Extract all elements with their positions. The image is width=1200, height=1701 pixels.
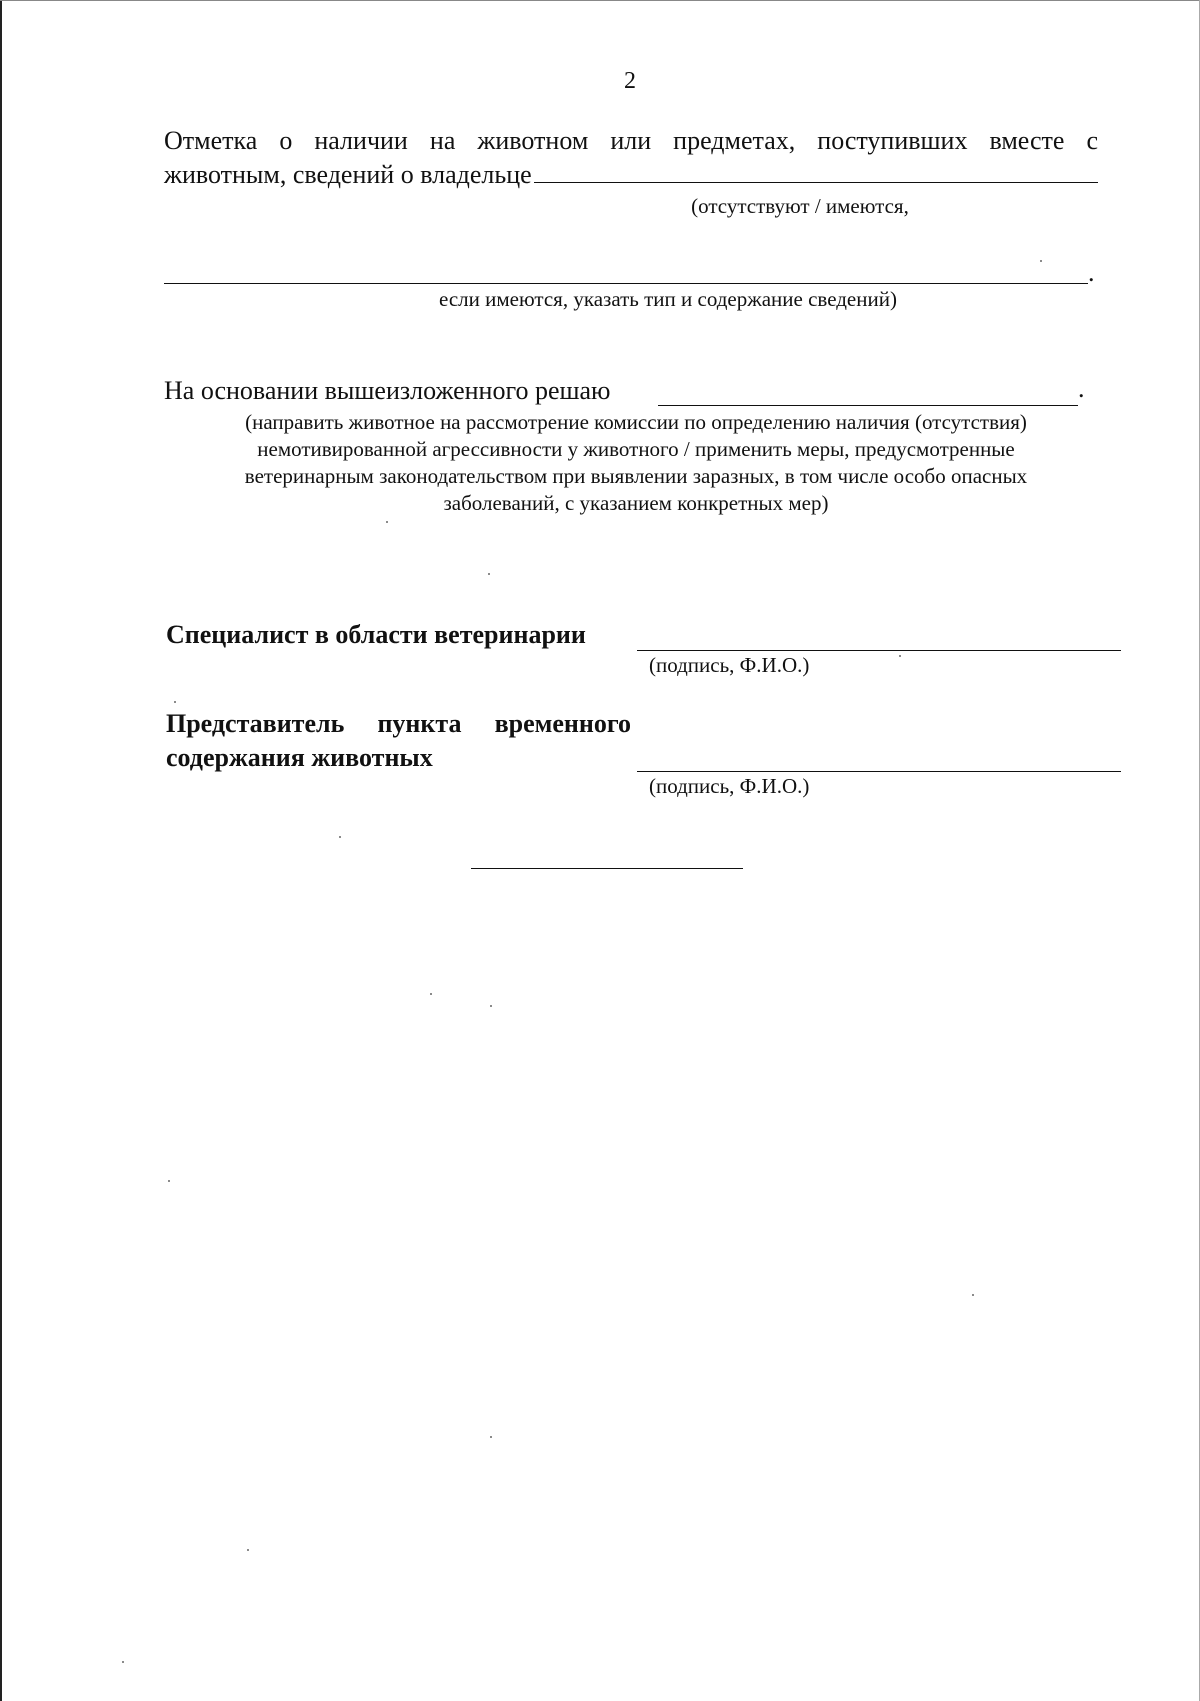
scan-top-edge — [0, 0, 1200, 1]
representative-label-line-1: Представитель пункта временного — [166, 709, 631, 738]
representative-signature-caption: (подпись, Ф.И.О.) — [649, 774, 810, 798]
owner-details-line-end: . — [1088, 258, 1095, 287]
vet-specialist-label: Специалист в области ветеринарии — [166, 620, 586, 649]
owner-info-fill-line — [534, 158, 1098, 183]
vet-signature-line — [637, 650, 1121, 651]
decision-caption — [164, 409, 1108, 517]
scan-speck — [339, 836, 341, 838]
scan-speck — [490, 1436, 492, 1438]
decision-caption-line: (направить животное на рассмотрение комиссии по определению наличия (отсутствия) — [245, 410, 1027, 434]
scan-speck — [174, 701, 176, 703]
owner-info-caption-2: если имеются, указать тип и содержание сведений) — [439, 287, 897, 311]
representative-label-line-2: содержания животных — [166, 743, 433, 772]
scan-speck — [122, 1661, 124, 1663]
decision-line-end: . — [1078, 374, 1085, 403]
scan-speck — [1040, 260, 1042, 262]
decision-text: На основании вышеизложенного решаю — [164, 376, 611, 405]
representative-signature-line — [637, 771, 1121, 772]
scan-speck — [972, 1294, 974, 1296]
end-separator-line — [471, 868, 743, 869]
owner-info-paragraph — [164, 124, 1098, 192]
owner-info-line-2 — [164, 158, 1098, 192]
scan-speck — [488, 573, 490, 575]
decision-fill-line — [658, 405, 1078, 406]
owner-info-line-1: Отметка о наличии на животном или предметах, поступивших вместе с — [164, 126, 1098, 155]
owner-info-caption-1: (отсутствуют / имеются, — [691, 194, 909, 218]
scan-speck — [430, 993, 432, 995]
owner-info-line-2-text: животным, сведений о владельце — [164, 160, 532, 189]
scan-speck — [899, 655, 901, 657]
vet-signature-caption: (подпись, Ф.И.О.) — [649, 653, 810, 677]
scan-speck — [168, 1180, 170, 1182]
owner-details-fill-line — [164, 283, 1088, 284]
decision-caption-line: немотивированной агрессивности у животного / применить меры, предусмотренные — [257, 437, 1015, 461]
scan-speck — [386, 521, 388, 523]
scan-speck — [490, 1005, 492, 1007]
decision-caption-line: ветеринарным законодательством при выявлении заразных, в том числе особо опасных — [244, 464, 1028, 488]
scan-speck — [247, 1549, 249, 1551]
decision-caption-line: заболеваний, с указанием конкретных мер) — [443, 491, 829, 515]
scan-left-edge — [0, 0, 2, 1701]
page-number: 2 — [624, 68, 636, 94]
